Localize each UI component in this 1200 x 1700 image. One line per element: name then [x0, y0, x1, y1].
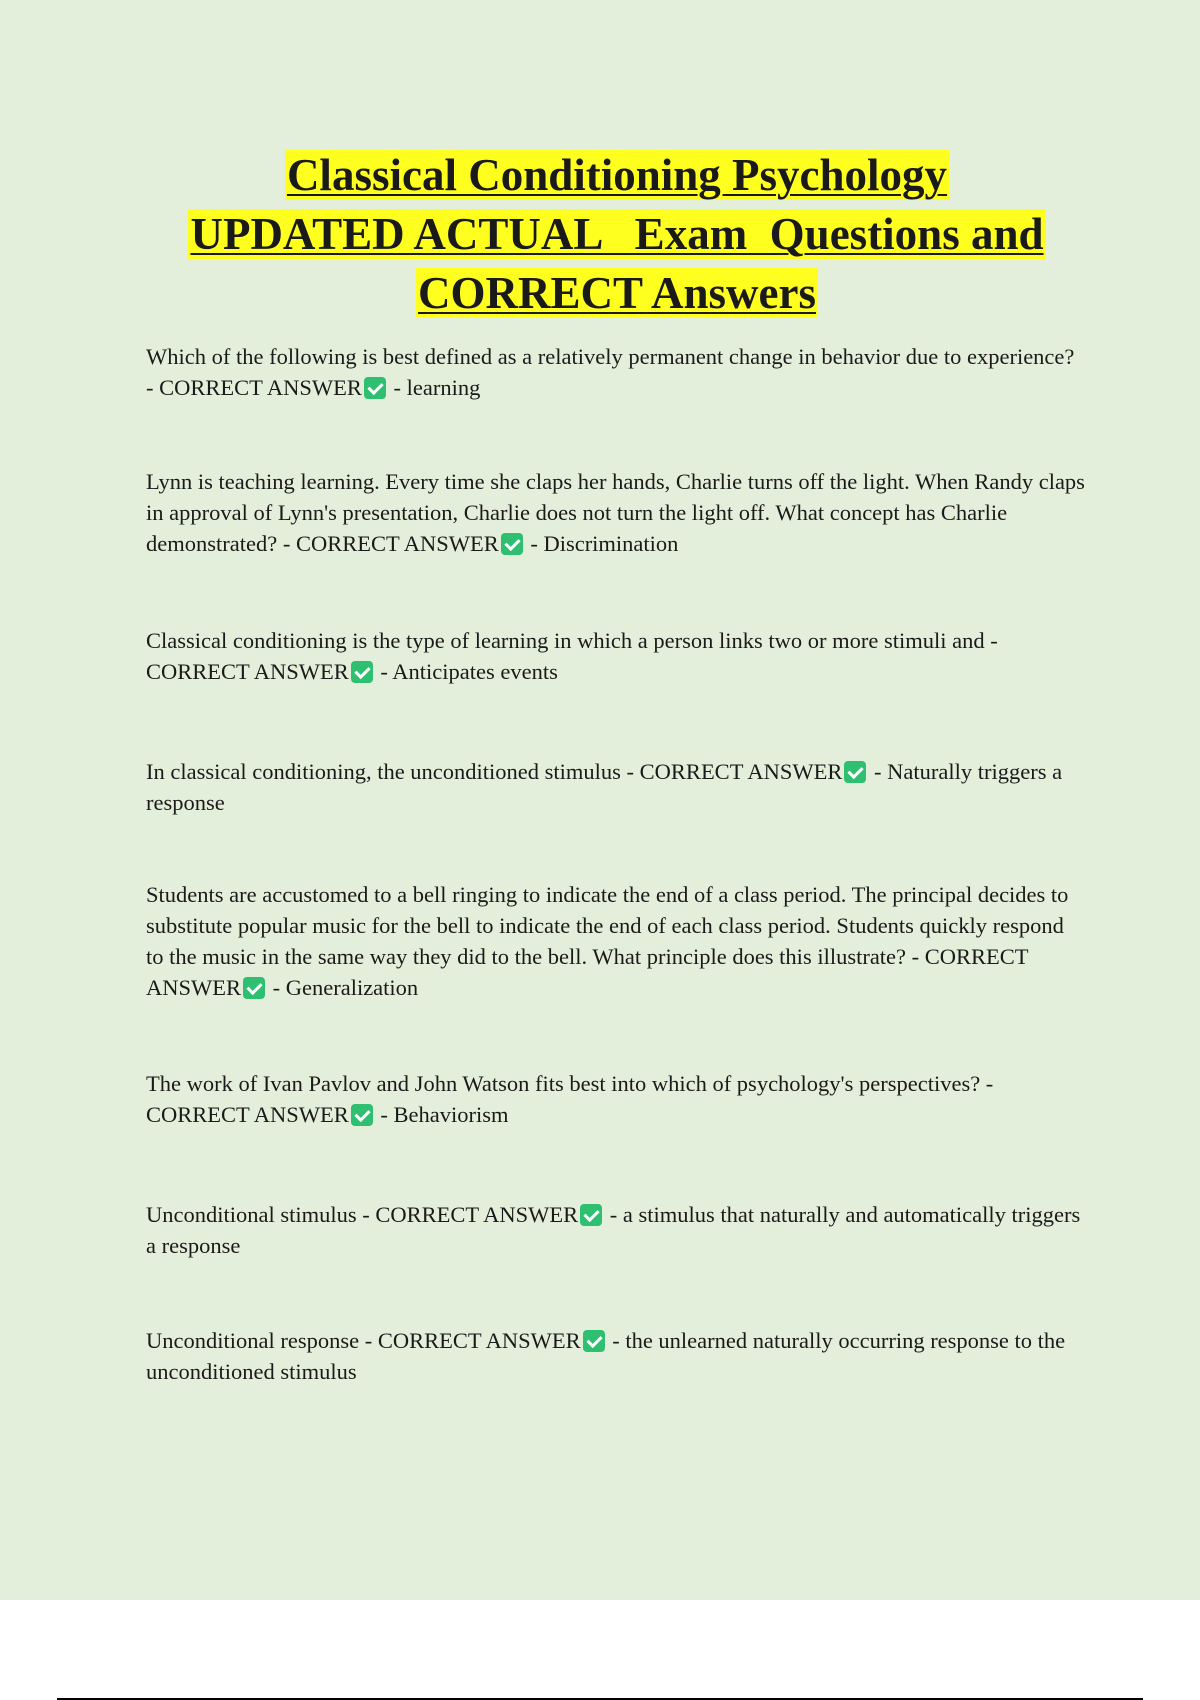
answer-text: - Naturally triggers a response — [146, 759, 1063, 815]
correct-answer-label: CORRECT ANSWER — [377, 1328, 581, 1353]
answer-text: - Anticipates events — [374, 659, 558, 684]
title-line-1: Classical Conditioning Psychology — [286, 150, 948, 200]
check-mark-icon — [351, 1104, 373, 1126]
check-mark-icon — [243, 977, 265, 999]
correct-answer-label: CORRECT ANSWER — [295, 531, 499, 556]
question-text: Unconditional stimulus - — [146, 1202, 376, 1227]
question-text: Lynn is teaching learning. Every time she claps her hands, Charlie turns off the light. When Randy claps in approval of Lynn's presentation, Charlie does not turn the light off. What concept has Charlie demonstrated? - — [146, 469, 1085, 556]
answer-text: - the unlearned naturally occurring response to the unconditioned stimulus — [146, 1328, 1066, 1384]
title-line-2: UPDATED ACTUAL Exam Questions and — [190, 209, 1044, 259]
correct-answer-label: CORRECT ANSWER — [159, 375, 362, 400]
answer-text: - Discrimination — [524, 531, 679, 556]
document-title — [60, 146, 1174, 323]
correct-answer-label: CORRECT ANSWER — [146, 659, 349, 684]
answer-text: - Generalization — [267, 975, 419, 1000]
check-mark-icon — [844, 761, 866, 783]
correct-answer-label: CORRECT ANSWER — [146, 944, 1029, 1000]
question-text: Which of the following is best defined as a relatively permanent change in behavior due to experience? - — [146, 344, 1075, 400]
qa-item-6 — [146, 1068, 1086, 1130]
question-text: The work of Ivan Pavlov and John Watson fits best into which of psychology's perspectives? - — [146, 1071, 994, 1096]
title-line-3: CORRECT Answers — [418, 268, 816, 318]
qa-item-4 — [146, 756, 1086, 818]
question-text: Students are accustomed to a bell ringing to indicate the end of a class period. The principal decides to substitute popular music for the bell to indicate the end of each class period. Students quickly respond to the music in the same way they did to the bell. What principle does this illustrate? - — [146, 882, 1069, 969]
check-mark-icon — [501, 533, 523, 555]
answer-text: - learning — [387, 375, 481, 400]
qa-item-1 — [146, 341, 1086, 403]
check-mark-icon — [364, 377, 386, 399]
qa-item-3 — [146, 625, 1086, 687]
question-text: In classical conditioning, the unconditioned stimulus - — [146, 759, 640, 784]
qa-item-7 — [146, 1199, 1086, 1261]
correct-answer-label: CORRECT ANSWER — [375, 1202, 579, 1227]
check-mark-icon — [583, 1330, 605, 1352]
qa-item-2 — [146, 466, 1086, 559]
question-text: Classical conditioning is the type of learning in which a person links two or more stimuli and - — [146, 628, 998, 653]
question-text: Unconditional response - — [146, 1328, 378, 1353]
correct-answer-label: CORRECT ANSWER — [146, 1102, 349, 1127]
answer-text: - a stimulus that naturally and automatically triggers a response — [146, 1202, 1081, 1258]
qa-item-5 — [146, 879, 1086, 1003]
answer-text: - Behaviorism — [374, 1102, 509, 1127]
check-mark-icon — [351, 661, 373, 683]
correct-answer-label: CORRECT ANSWER — [639, 759, 843, 784]
qa-item-8 — [146, 1325, 1086, 1387]
check-mark-icon — [580, 1204, 602, 1226]
